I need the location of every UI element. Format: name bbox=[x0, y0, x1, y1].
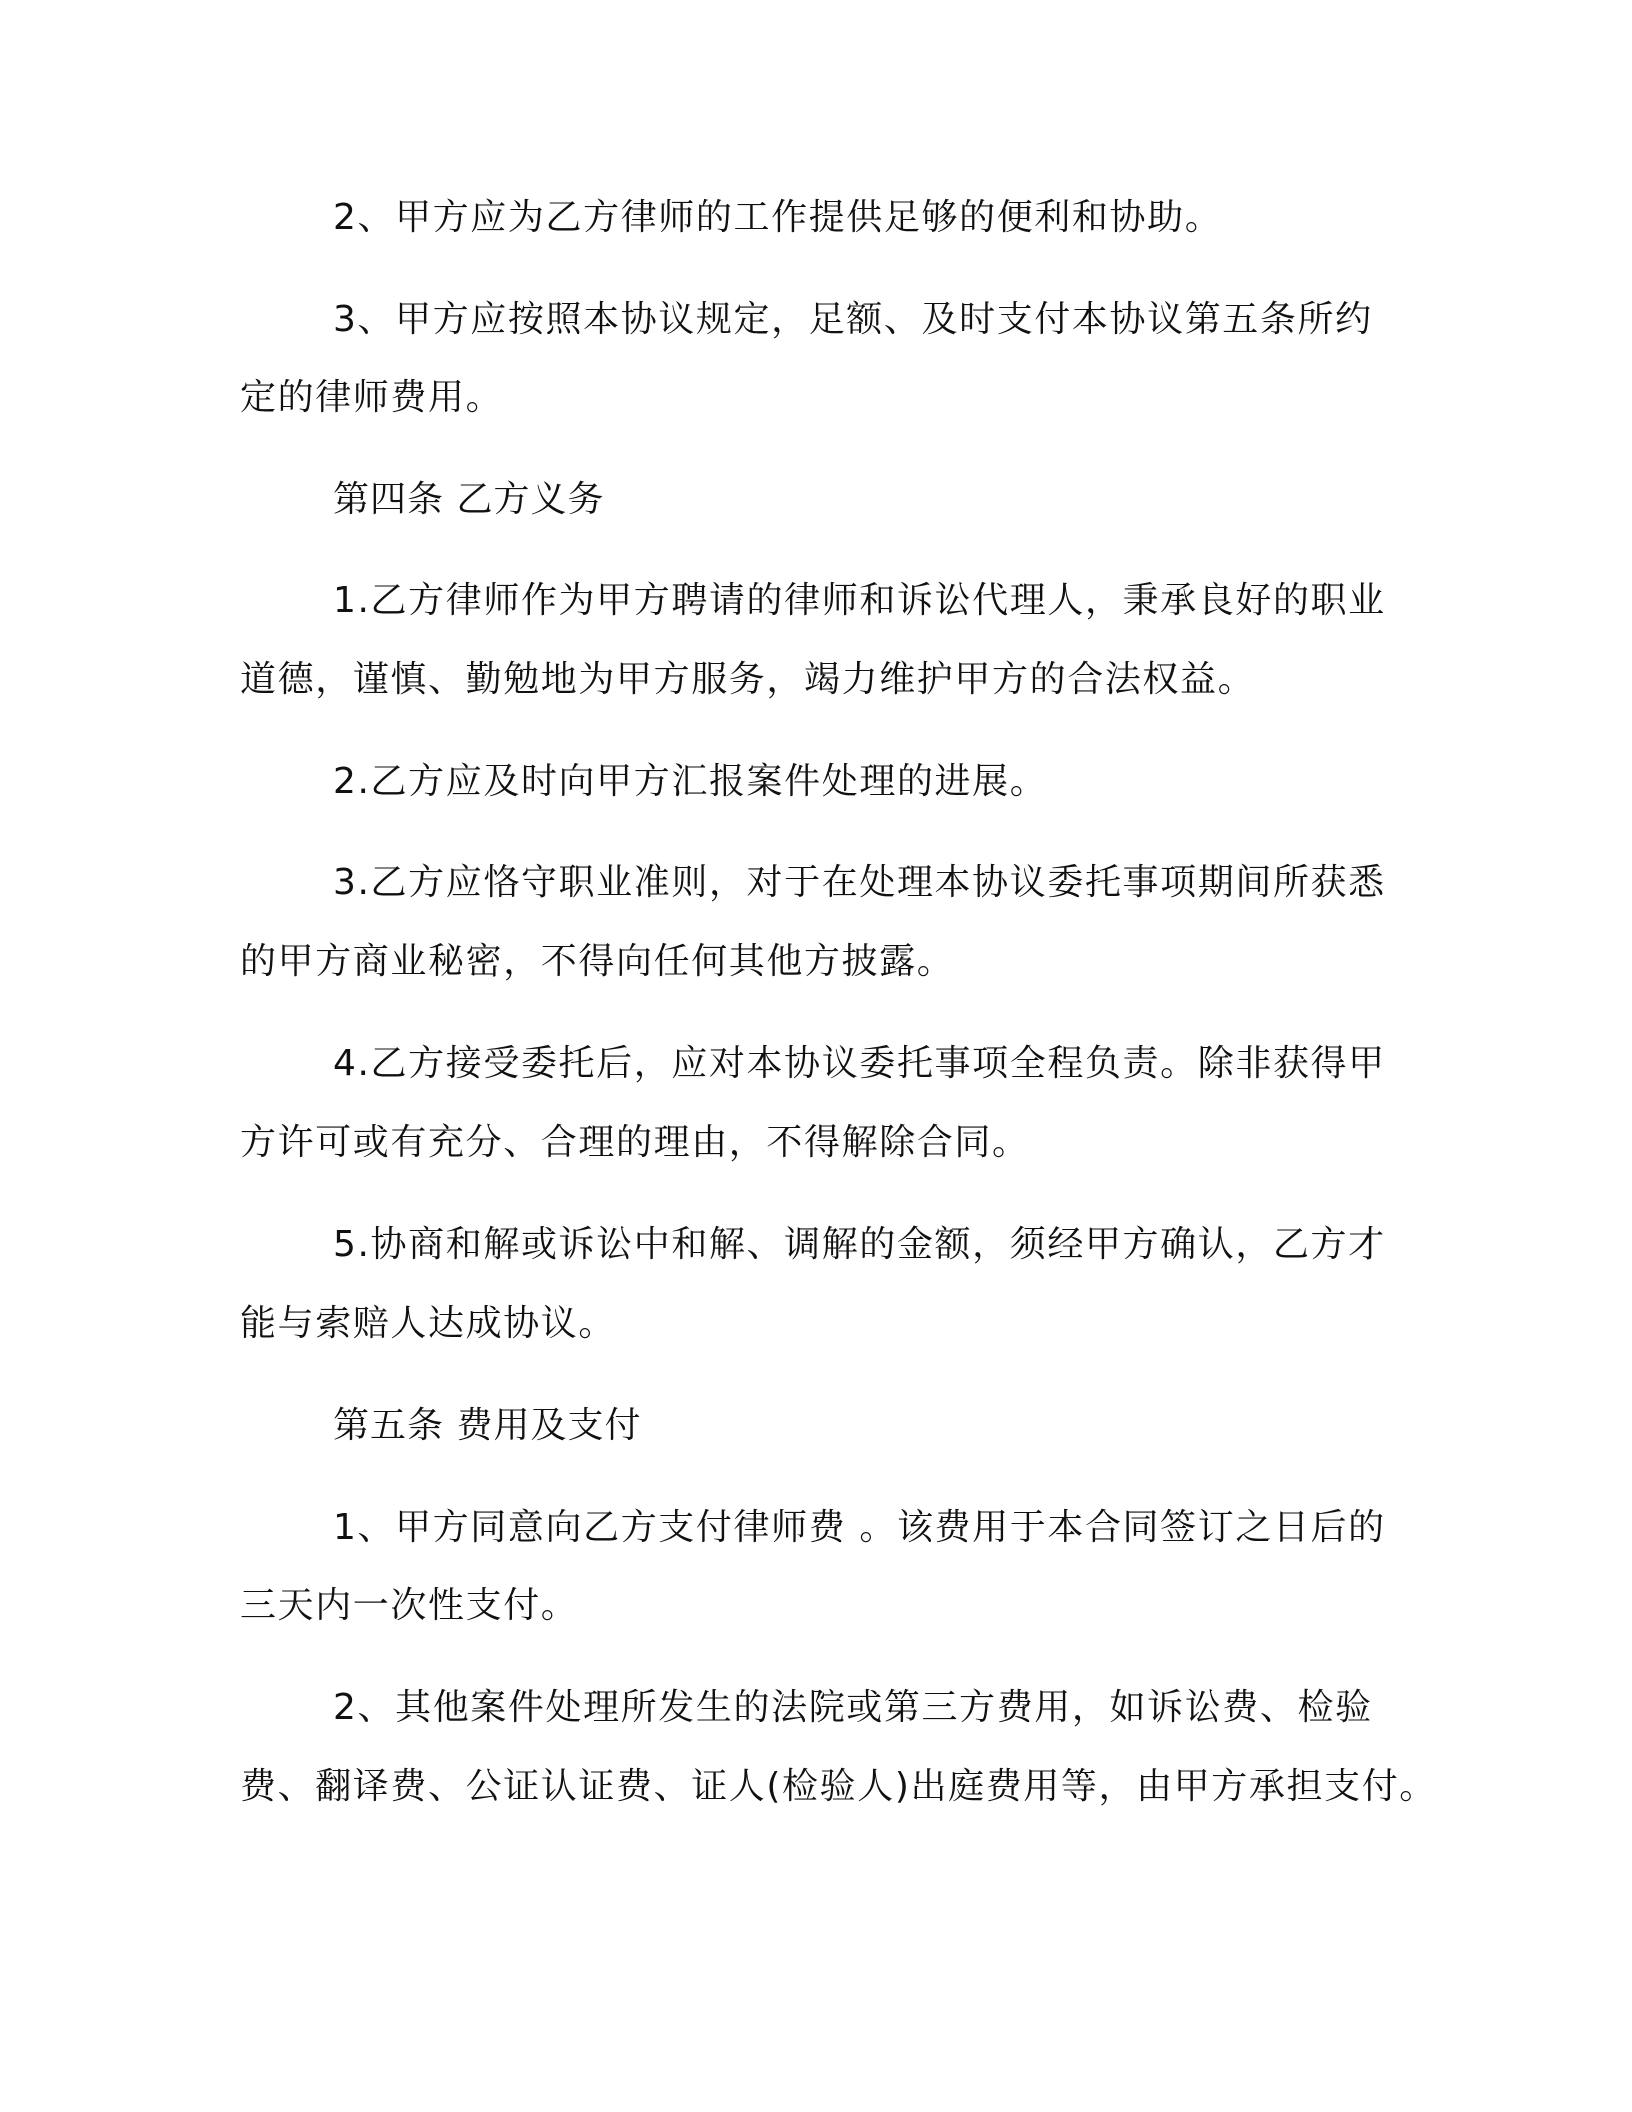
clause-4-4-line-2: 方许可或有充分、合理的理由，不得解除合同。 bbox=[240, 1122, 1030, 1163]
clause-5-1-line-2: 三天内一次性支付。 bbox=[240, 1585, 579, 1626]
clause-3-3-line-2: 定的律师费用。 bbox=[240, 377, 504, 418]
clause-3-3-line-1: 3、甲方应按照本协议规定，足额、及时支付本协议第五条所约 bbox=[333, 299, 1373, 340]
clause-4-2-line-1: 2.乙方应及时向甲方汇报案件处理的进展。 bbox=[333, 761, 1048, 802]
clause-4-4-line-1: 4.乙方接受委托后，应对本协议委托事项全程负责。除非获得甲 bbox=[333, 1043, 1386, 1084]
clause-5-1-line-1: 1、甲方同意向乙方支付律师费 。该费用于本合同签订之日后的 bbox=[333, 1507, 1386, 1548]
clause-5-2-line-2: 费、翻译费、公证认证费、证人(检验人)出庭费用等，由甲方承担支付。 bbox=[240, 1766, 1437, 1807]
article-4-heading: 第四条 乙方义务 bbox=[333, 479, 605, 520]
clause-4-1-line-2: 道德，谨慎、勤勉地为甲方服务，竭力维护甲方的合法权益。 bbox=[240, 659, 1256, 700]
clause-3-2-line-1: 2、甲方应为乙方律师的工作提供足够的便利和协助。 bbox=[333, 197, 1223, 238]
clause-4-5-line-2: 能与索赔人达成协议。 bbox=[240, 1303, 617, 1344]
clause-5-2-line-1: 2、其他案件处理所发生的法院或第三方费用，如诉讼费、检验 bbox=[333, 1687, 1373, 1728]
clause-4-5-line-1: 5.协商和解或诉讼中和解、调解的金额，须经甲方确认，乙方才 bbox=[333, 1224, 1386, 1265]
clause-4-1-line-1: 1.乙方律师作为甲方聘请的律师和诉讼代理人，秉承良好的职业 bbox=[333, 580, 1386, 621]
clause-4-3-line-1: 3.乙方应恪守职业准则，对于在处理本协议委托事项期间所获悉 bbox=[333, 862, 1386, 903]
clause-4-3-line-2: 的甲方商业秘密，不得向任何其他方披露。 bbox=[240, 941, 955, 982]
article-5-heading: 第五条 费用及支付 bbox=[333, 1405, 642, 1446]
